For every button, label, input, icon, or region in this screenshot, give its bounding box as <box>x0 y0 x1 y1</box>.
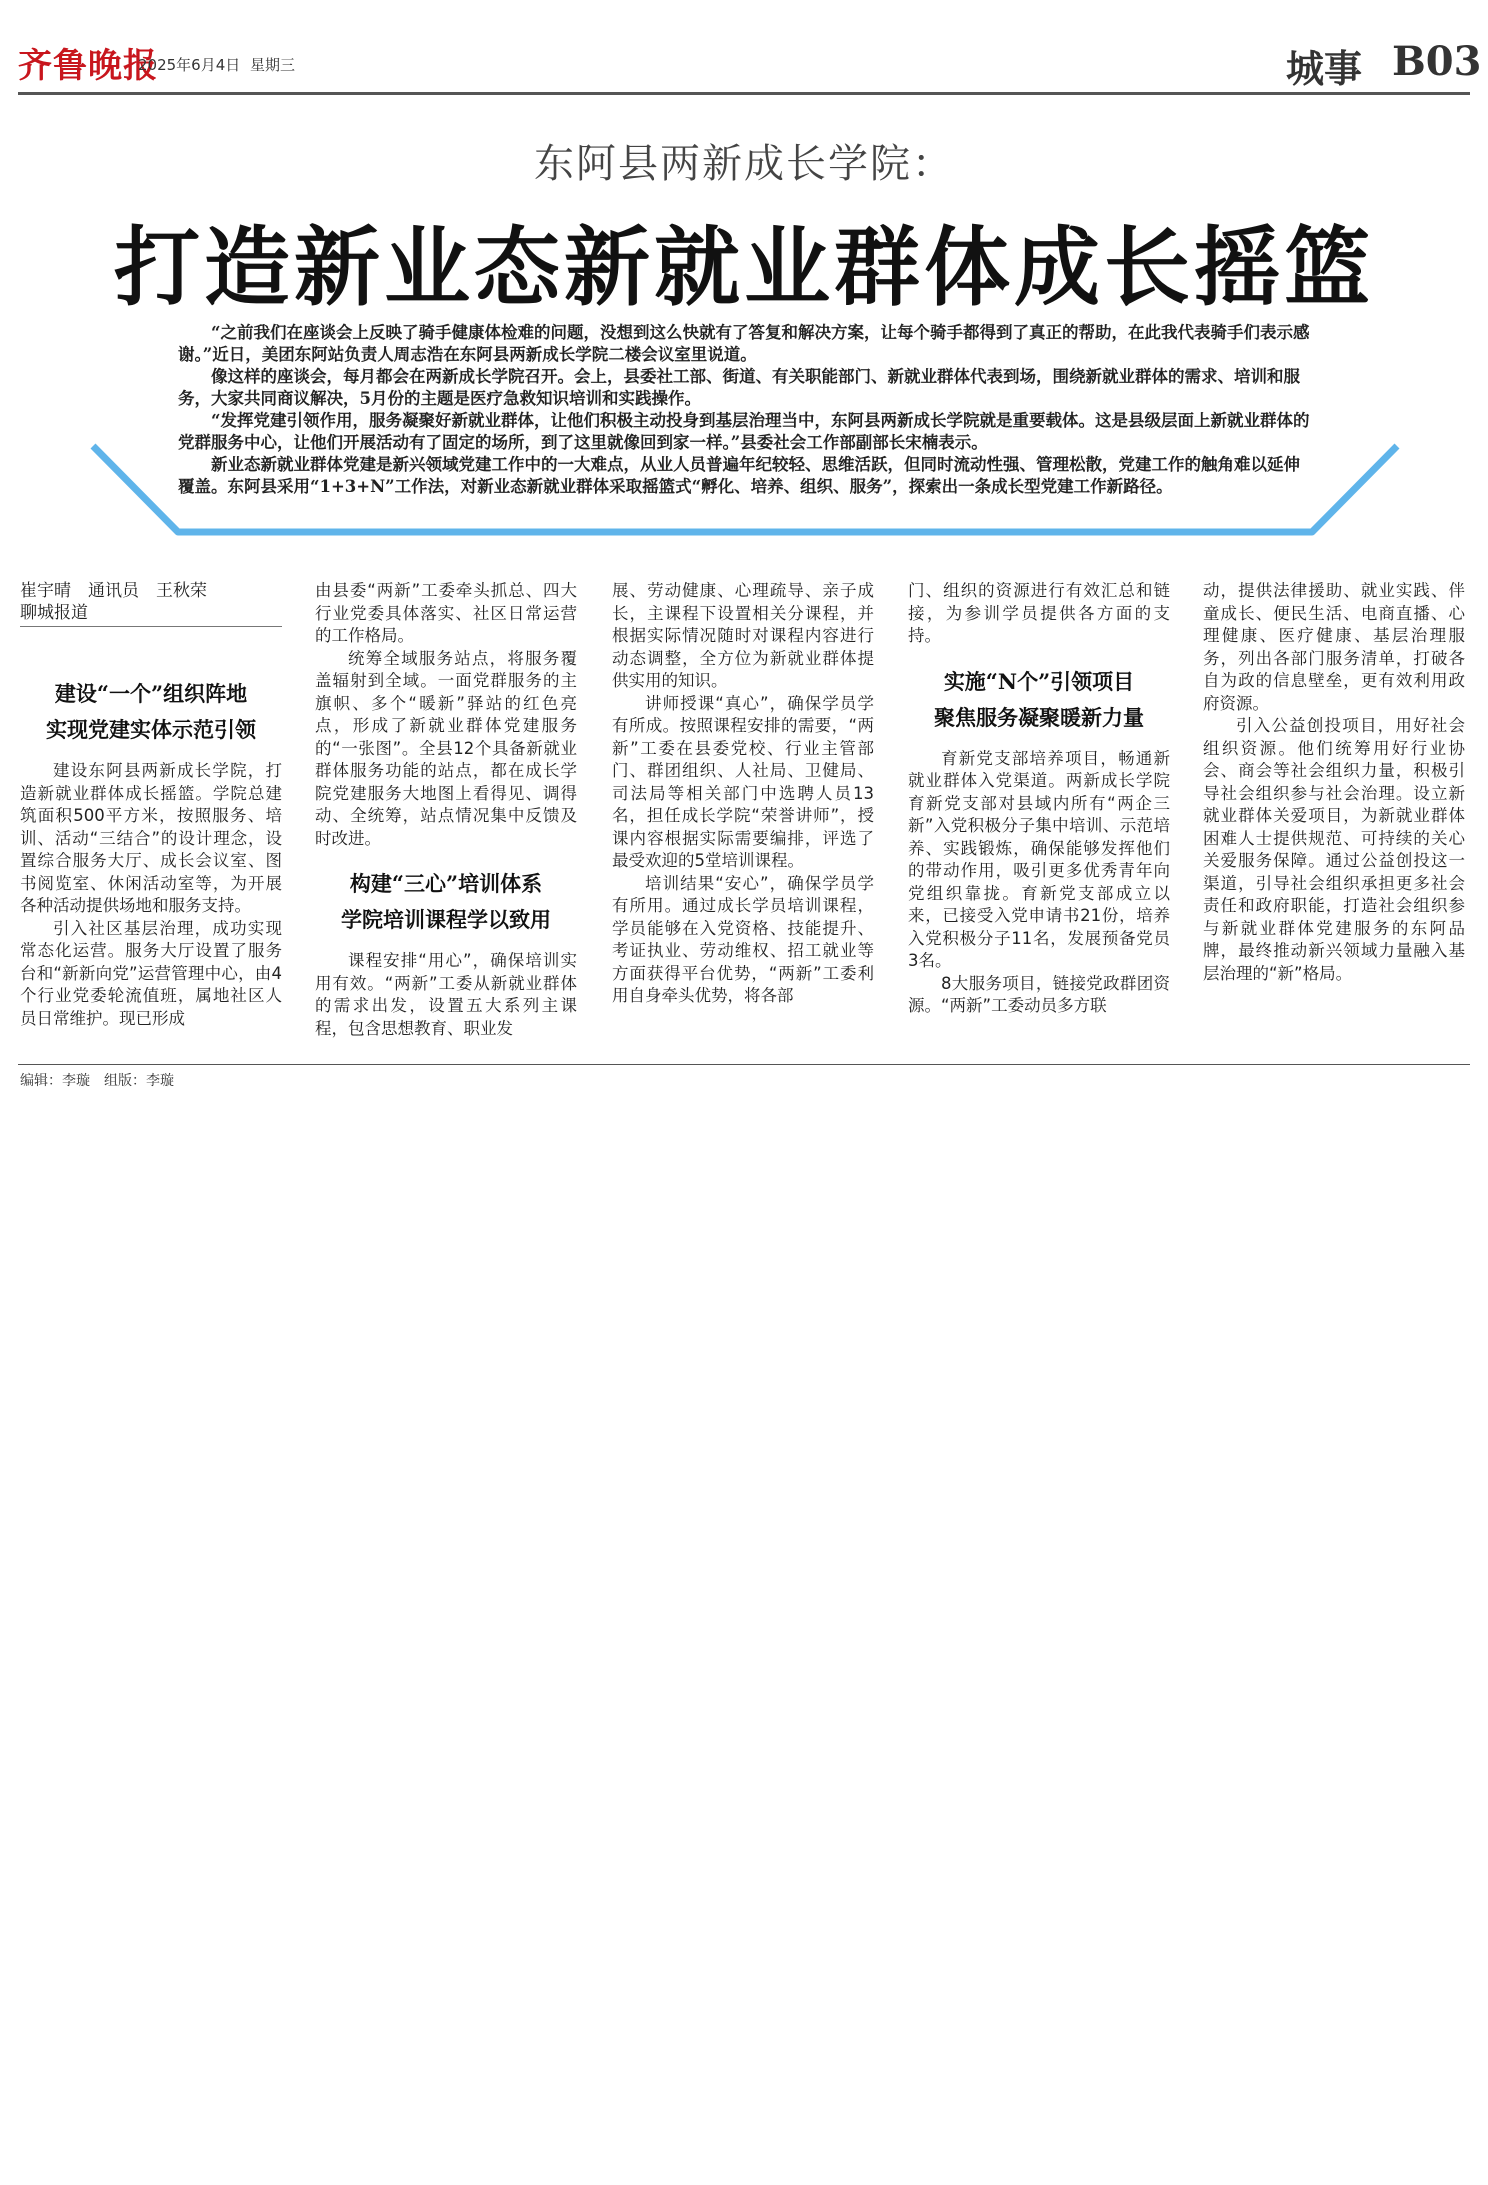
byline-rule <box>20 626 282 627</box>
subheading-line: 构建“三心”培训体系 <box>349 871 543 896</box>
footer-rule <box>18 1064 1470 1065</box>
body-paragraph: 育新党支部培养项目，畅通新就业群体入党渠道。两新成长学院育新党支部对县域内所有“两企三新”入党积极分子集中培训、示范培养、实践锻炼，确保能够发挥他们的带动作用，吸引更多优秀青年向党组织靠拢。育新党支部成立以来，已接受入党申请书21份，培养入党积极分子11名，发展预备党员3名。 <box>908 748 1170 970</box>
section-name: 城事 <box>1286 46 1363 91</box>
page-number: B03 <box>1392 38 1482 85</box>
subheading <box>908 664 1170 736</box>
body-paragraph: 展、劳动健康、心理疏导、亲子成长，主课程下设置相关分课程，并根据实际情况随时对课程内容进行动态调整，全方位为新就业群体提供实用的知识。 <box>612 581 874 690</box>
lead-paragraph: “发挥党建引领作用，服务凝聚好新就业群体，让他们积极主动投身到基层治理当中，东阿县两新成长学院就是重要载体。这是县级层面上新就业群体的党群服务中心，让他们开展活动有了固定的场所，到了这里就像回到家一样。”县委社会工作部副部长宋楠表示。 <box>178 411 1310 452</box>
body-paragraph: 引入公益创投项目，用好社会组织资源。他们统筹用好行业协会、商会等社会组织力量，积极引导社会组织参与社会治理。设立新就业群体关爱项目，为新就业群体困难人士提供规范、可持续的关心关爱服务保障。通过公益创投这一渠道，引导社会组织承担更多社会责任和政府职能，打造社会组织参与新就业群体党建服务的东阿品牌，最终推动新兴领域力量融入基层治理的“新”格局。 <box>1203 716 1465 983</box>
body-paragraph: 建设东阿县两新成长学院，打造新就业群体成长摇篮。学院总建筑面积500平方米，按照服务、培训、活动“三结合”的设计理念，设置综合服务大厅、成长会议室、图书阅览室、休闲活动室等，为开展各种活动提供场地和服务支持。 <box>20 761 282 915</box>
body-paragraph: 统筹全域服务站点，将服务覆盖辐射到全域。一面党群服务的主旗帜、多个“暖新”驿站的红色亮点，形成了新就业群体党建服务的“一张图”。全县12个具备新就业群体服务功能的站点，都在成长学院党建服务大地图上看得见、调得动、全统筹，站点情况集中反馈及时改进。 <box>315 648 577 848</box>
byline <box>20 580 282 624</box>
issue-date: 2025年6月4日 <box>138 56 241 74</box>
main-headline: 打造新业态新就业群体成长摇篮 <box>114 217 1374 318</box>
subheading-line: 实施“N个”引领项目 <box>943 668 1135 694</box>
lead-bracket-decoration <box>90 440 1400 540</box>
body-paragraph: 讲师授课“真心”，确保学员学有所成。按照课程安排的需要，“两新”工委在县委党校、行业主管部门、群团组织、人社局、卫健局、司法局等相关部门中选聘人员13名，担任成长学院“荣誉讲师”，授课内容根据实际需要编排，评选了最受欢迎的5堂培训课程。 <box>612 693 874 870</box>
subheading-line: 建设“一个”组织阵地 <box>54 681 248 706</box>
article-column-4 <box>908 580 1170 1018</box>
lead-paragraph: “之前我们在座谈会上反映了骑手健康体检难的问题，没想到这么快就有了答复和解决方案，让每个骑手都得到了真正的帮助，在此我代表骑手们表示感谢。”近日，美团东阿站负责人周志浩在东阿县两新成长学院二楼会议室里说道。 <box>178 323 1310 364</box>
article-column-2 <box>315 580 577 1040</box>
issue-weekday: 星期三 <box>250 56 296 74</box>
subheading <box>20 676 282 748</box>
body-paragraph: 动，提供法律援助、就业实践、伴童成长、便民生活、电商直播、心理健康、医疗健康、基层治理服务，列出各部门服务清单，打破各自为政的信息壁垒，更有效利用政府资源。 <box>1203 581 1465 713</box>
header-rule <box>18 92 1470 95</box>
byline-location: 聊城报道 <box>20 603 88 623</box>
subheading <box>315 866 577 938</box>
body-paragraph: 课程安排“用心”，确保培训实用有效。“两新”工委从新就业群体的需求出发，设置五大系列主课程，包含思想教育、职业发 <box>315 951 577 1038</box>
subheading-line: 学院培训课程学以致用 <box>341 907 551 932</box>
body-paragraph: 8大服务项目，链接党政群团资源。“两新”工委动员多方联 <box>908 973 1170 1015</box>
kicker-headline: 东阿县两新成长学院： <box>534 141 954 187</box>
masthead-logo: 齐鲁晚报 <box>18 46 158 86</box>
article-column-1 <box>20 660 282 1030</box>
lead-paragraph: 新业态新就业群体党建是新兴领域党建工作中的一大难点，从业人员普遍年纪较轻、思维活跃，但同时流动性强、管理松散，党建工作的触角难以延伸覆盖。东阿县采用“1+3+N”工作法，对新业态新就业群体采取摇篮式“孵化、培养、组织、服务”，探索出一条成长型党建工作新路径。 <box>178 455 1300 496</box>
subheading-line: 实现党建实体示范引领 <box>46 717 256 742</box>
body-paragraph: 门、组织的资源进行有效汇总和链接，为参训学员提供各方面的支持。 <box>908 581 1170 645</box>
body-paragraph: 引入社区基层治理，成功实现常态化运营。服务大厅设置了服务台和“新新向党”运营管理中心，由4个行业党委轮流值班，属地社区人员日常维护。现已形成 <box>20 918 282 1028</box>
article-column-5 <box>1203 580 1465 985</box>
body-paragraph: 培训结果“安心”，确保学员学有所用。通过成长学员培训课程，学员能够在入党资格、技能提升、考证执业、劳动维权、招工就业等方面获得平台优势，“两新”工委利用自身牵头优势，将各部 <box>612 873 874 1005</box>
byline-reporters: 崔宇晴 通讯员 王秋荣 <box>20 581 207 601</box>
subheading-line: 聚焦服务凝聚暖新力量 <box>934 704 1144 730</box>
article-column-3 <box>612 580 874 1008</box>
editor-credit: 编辑：李璇 组版：李璇 <box>20 1073 174 1089</box>
lead-paragraph: 像这样的座谈会，每月都会在两新成长学院召开。会上，县委社工部、街道、有关职能部门、新就业群体代表到场，围绕新就业群体的需求、培训和服务，大家共同商议解决，5月份的主题是医疗急救知识培训和实践操作。 <box>178 367 1300 408</box>
body-paragraph: 由县委“两新”工委牵头抓总、四大行业党委具体落实、社区日常运营的工作格局。 <box>315 581 577 645</box>
